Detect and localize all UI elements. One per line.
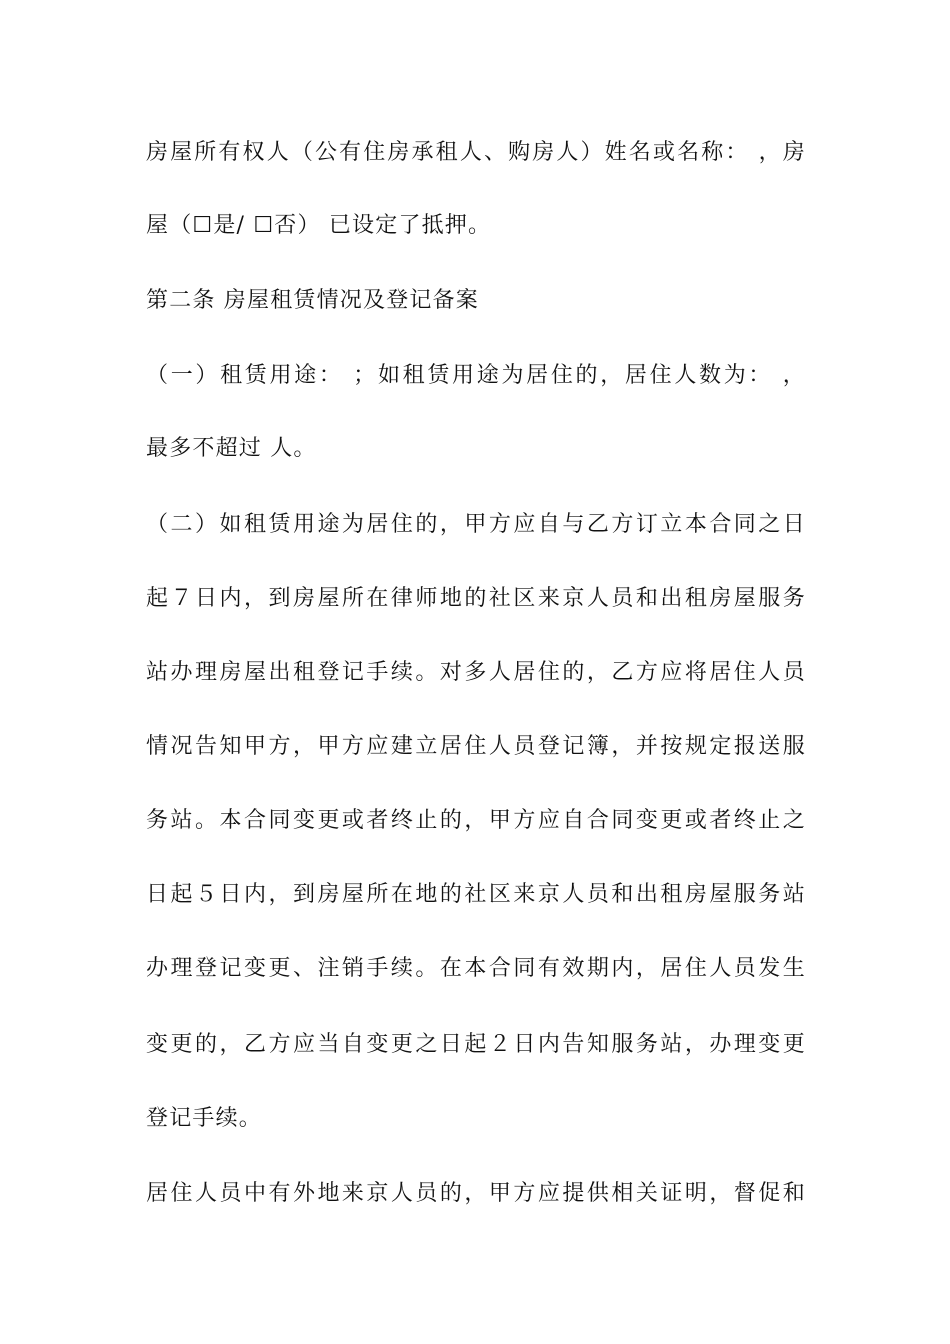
text-line: 起７日内，到房屋所在律师地的社区来京人员和出租房屋服务 bbox=[146, 586, 806, 611]
text-line: 居住人员中有外地来京人员的，甲方应提供相关证明，督促和 bbox=[146, 1181, 806, 1206]
text-line: 务站。本合同变更或者终止的，甲方应自合同变更或者终止之 bbox=[146, 808, 806, 833]
text-line: 日起５日内，到房屋所在地的社区来京人员和出租房屋服务站 bbox=[146, 882, 806, 907]
text-line: （一）租赁用途： ；如租赁用途为居住的，居住人数为： ， bbox=[146, 363, 806, 388]
text-line: 登记手续。 bbox=[146, 1106, 263, 1131]
text-line: 房屋所有权人（公有住房承租人、购房人）姓名或名称： ，房 bbox=[146, 140, 806, 165]
text-line: 变更的，乙方应当自变更之日起２日内告知服务站，办理变更 bbox=[146, 1032, 806, 1057]
text-line: 屋（☐是/ ☐否） 已设定了抵押。 bbox=[146, 213, 492, 238]
text-line: （二）如租赁用途为居住的，甲方应自与乙方订立本合同之日 bbox=[146, 512, 806, 537]
text-line: 站办理房屋出租登记手续。对多人居住的，乙方应将居住人员 bbox=[146, 660, 806, 685]
section-heading: 第二条 房屋租赁情况及登记备案 bbox=[146, 288, 479, 313]
text-line: 办理登记变更、注销手续。在本合同有效期内，居住人员发生 bbox=[146, 956, 806, 981]
text-line: 情况告知甲方，甲方应建立居住人员登记簿，并按规定报送服 bbox=[146, 734, 806, 759]
text-line: 最多不超过 人。 bbox=[146, 436, 317, 461]
